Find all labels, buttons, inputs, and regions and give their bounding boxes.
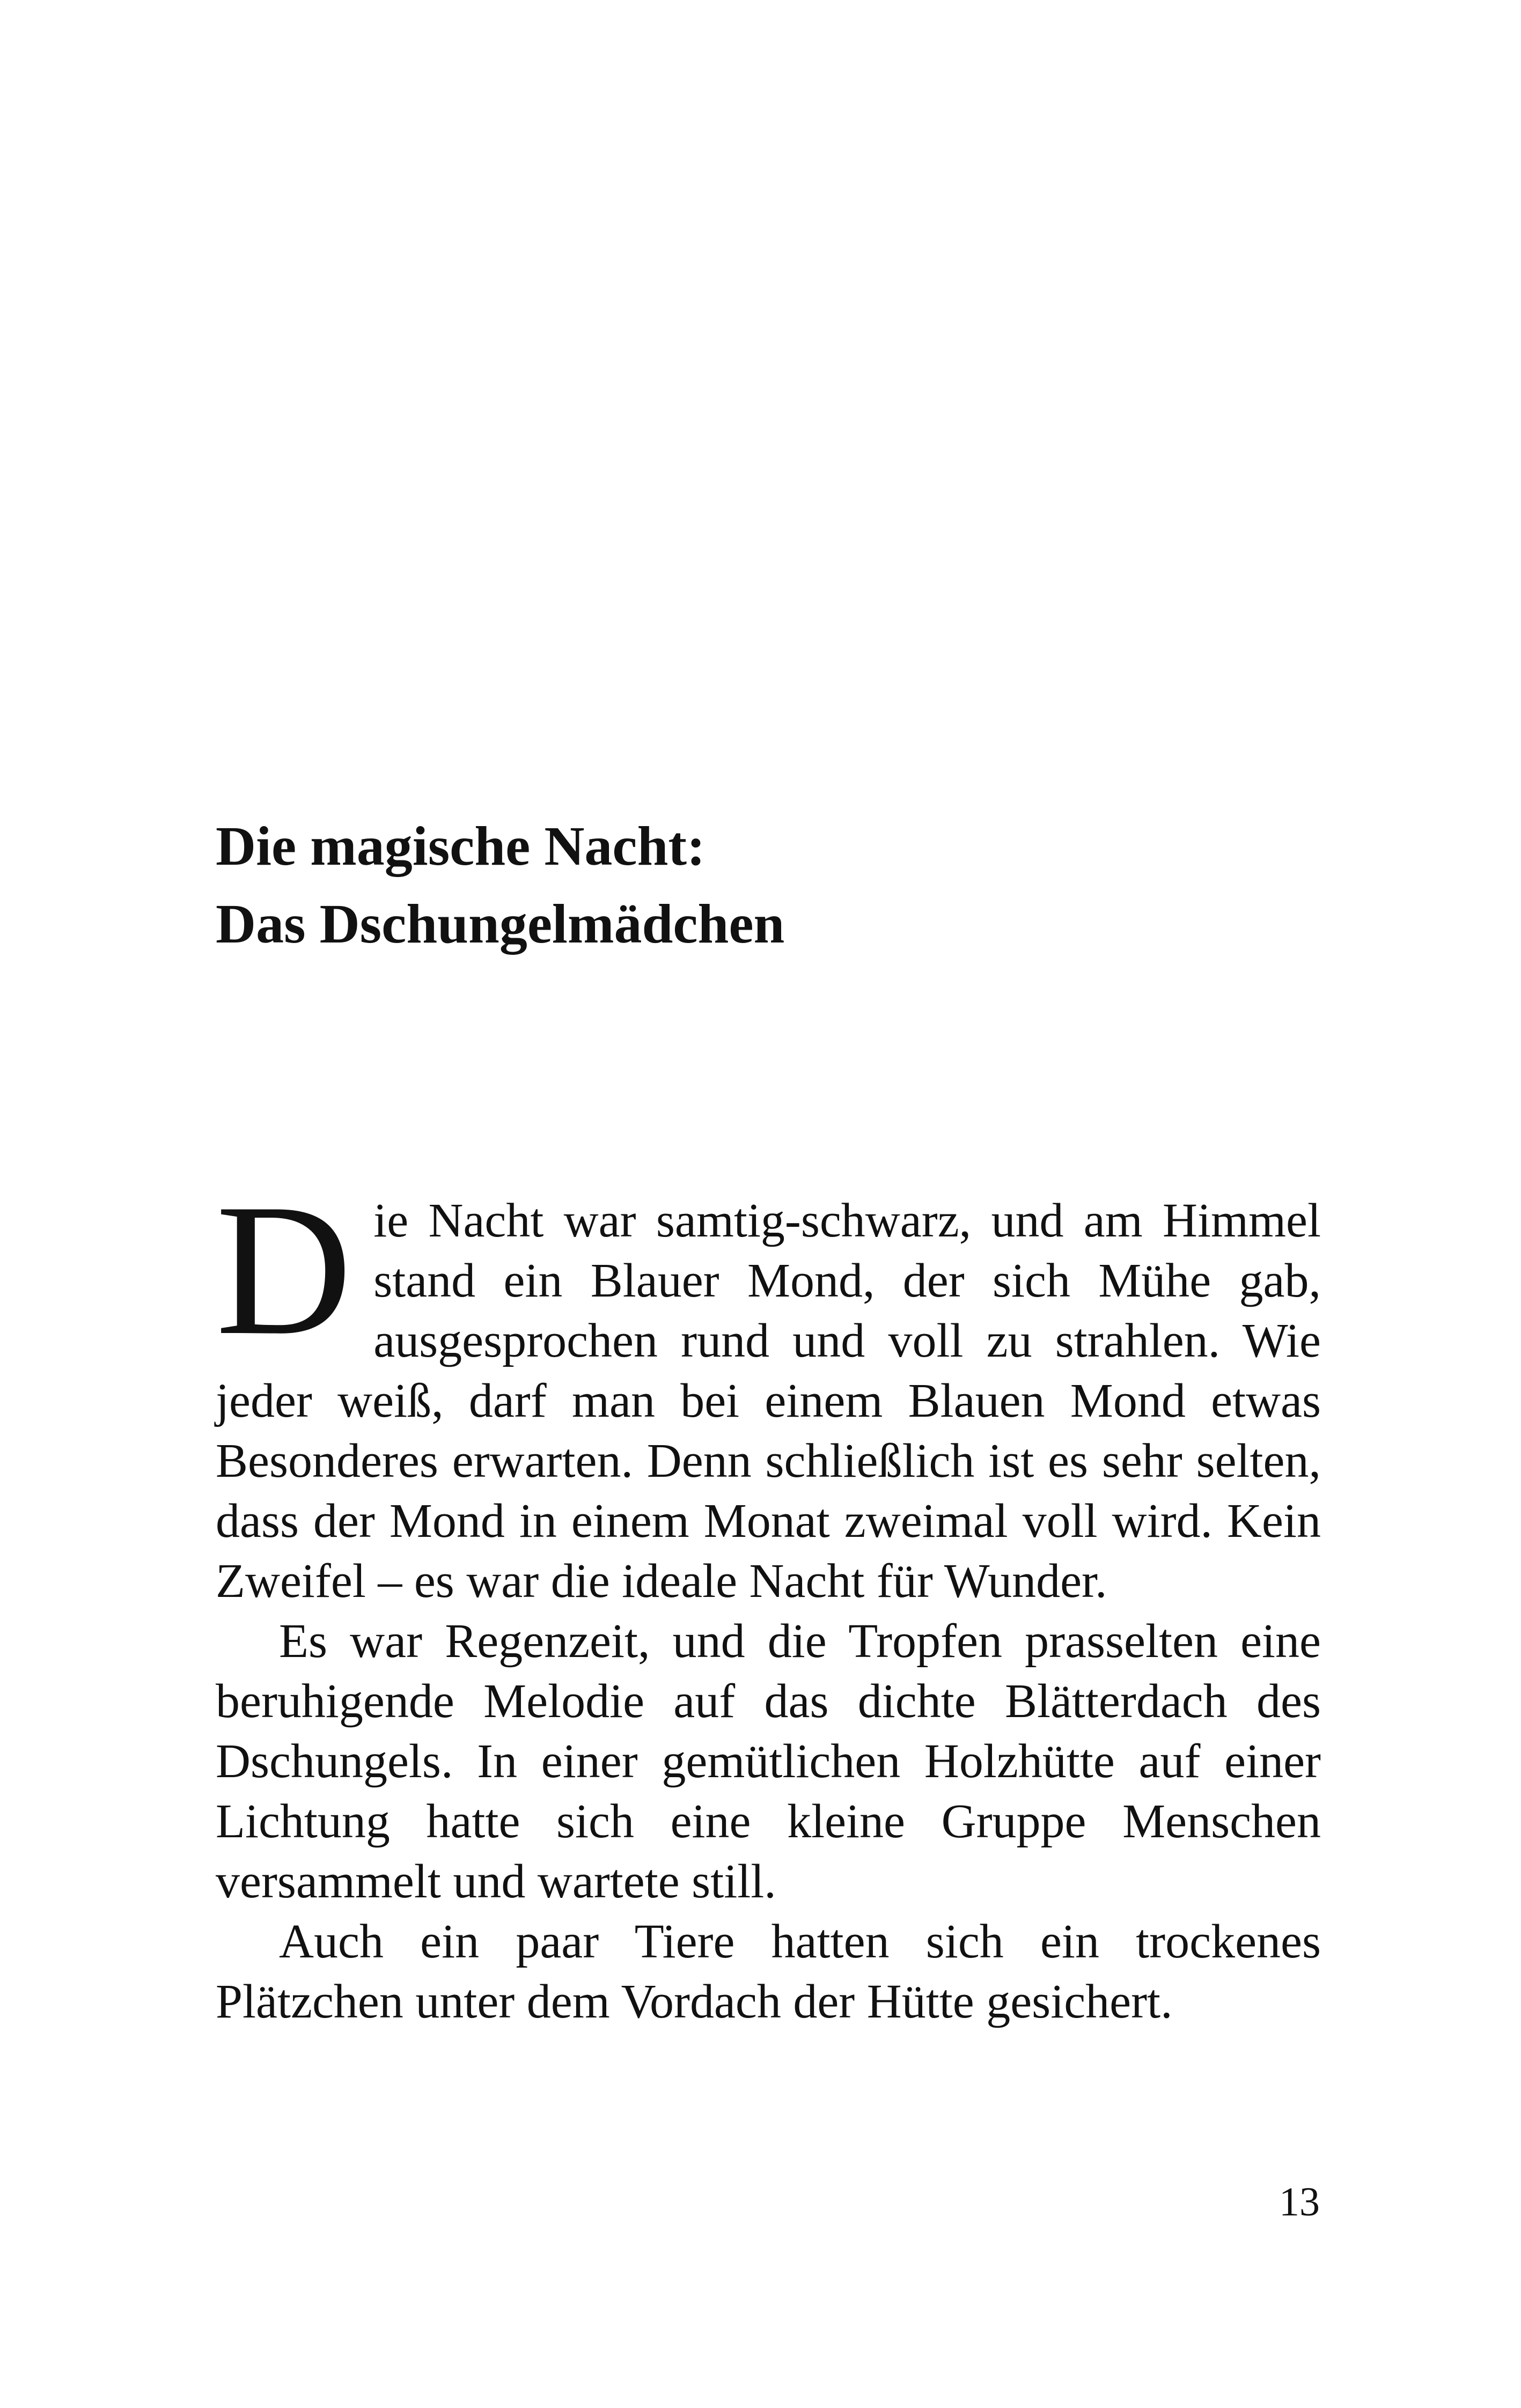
- drop-cap: D: [216, 1165, 352, 1374]
- paragraph-2: Es war Regenzeit, und die Tropfen prasselten eine beruhigende Melodie auf das dichte Blätterdach des Dschungels. In einer gemütlichen Holzhütte auf einer Lichtung hatte sich eine kleine Gruppe Menschen versammelt und wartete still.: [216, 1615, 1321, 1908]
- body-text: [216, 1165, 1321, 2032]
- page-number: 13: [1279, 2179, 1320, 2225]
- paragraph-3: Auch ein paar Tiere hatten sich ein trockenes Plätzchen unter dem Vordach der Hütte gesichert.: [216, 1915, 1321, 2028]
- chapter-title: [216, 807, 1321, 963]
- chapter-title-line-1: Die magische Nacht:: [216, 815, 706, 877]
- paragraph-1: [216, 1165, 1321, 1611]
- paragraph-1-text: ie Nacht war samtig-schwarz, und am Himmel stand ein Blauer Mond, der sich Mühe gab, ausgesprochen rund und voll zu strahlen. Wie jeder weiß, darf man bei einem Blauen Mond etwas Besonderes erwarten. Denn schließlich ist es sehr selten, dass der Mond in einem Monat zweimal voll wird. Kein Zweifel – es war die ideale Nacht für Wunder.: [216, 1194, 1321, 1608]
- chapter-title-line-2: Das Dschungelmädchen: [216, 893, 785, 955]
